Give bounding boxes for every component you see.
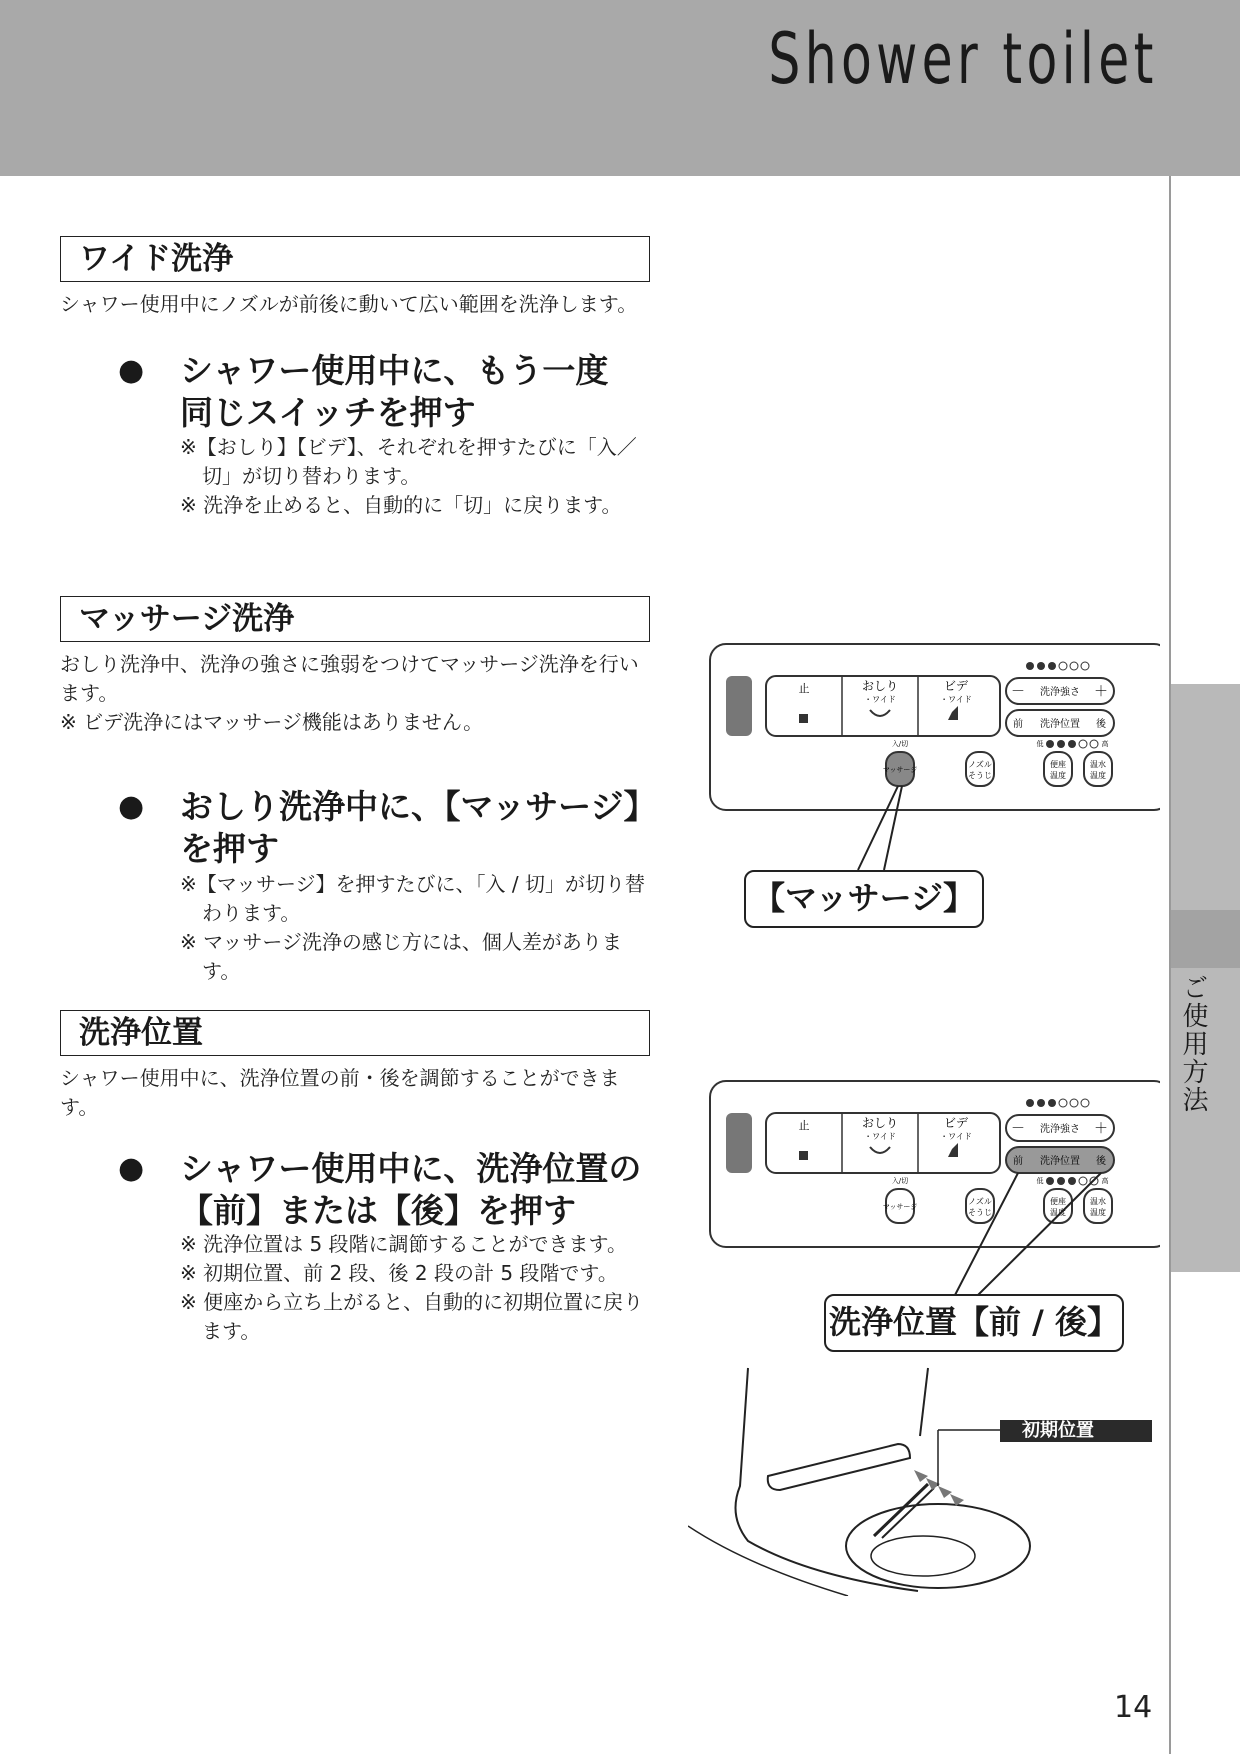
stop-button-label: 止: [798, 1119, 810, 1132]
note-item: ※ 初期位置、前 2 段、後 2 段の計 5 段階です。: [180, 1261, 618, 1285]
section-title-wide: ワイド洗浄: [60, 236, 650, 282]
section-desc-wide: シャワー使用中にノズルが前後に動いて広い範囲を洗浄します。: [60, 292, 638, 316]
step-wide: [118, 350, 678, 434]
water-label: 温度: [1090, 771, 1106, 780]
nozzle-label: そうじ: [968, 771, 992, 780]
bullet-icon: ●: [118, 1151, 145, 1186]
desc-text: おしり洗浄中、洗浄の強さに強弱をつけてマッサージ洗浄を行います。: [60, 652, 639, 705]
side-tab-upper: [1171, 684, 1240, 910]
nozzle-clean-button: [966, 1189, 994, 1223]
control-panel-massage: [700, 640, 1160, 880]
step-line: おしり洗浄中に、【マッサージ】: [180, 787, 657, 826]
page-number: 14: [1114, 1690, 1153, 1725]
stop-icon: [799, 714, 808, 723]
water-temp-button: [1084, 752, 1112, 786]
plus-button: ＋: [1094, 684, 1108, 700]
plus-button: ＋: [1094, 1121, 1108, 1137]
step-line: シャワー使用中に、洗浄位置の: [180, 1149, 642, 1188]
note-item: ※ 洗浄位置は 5 段階に調節することができます。: [180, 1232, 627, 1256]
back-button: 後: [1096, 1156, 1106, 1167]
note-item: ※ 洗浄を止めると、自動的に「切」に戻ります。: [180, 493, 622, 517]
callout-position: 洗浄位置【前 / 後】: [824, 1294, 1124, 1352]
nozzle-clean-button: [966, 752, 994, 786]
notes-wide: [180, 433, 660, 520]
note-item: ※【マッサージ】を押すたびに、「入 / 切」が切り替わります。: [180, 872, 646, 925]
side-tab-active: [1171, 910, 1240, 968]
notes-massage: [180, 870, 660, 986]
massage-button-label: マッサージ: [882, 766, 918, 774]
strength-label: 洗浄強さ: [1040, 1124, 1080, 1135]
nozzle-label: ノズル: [968, 1197, 992, 1206]
minus-button: －: [1011, 1121, 1025, 1137]
onoff-label: 入/切: [891, 1177, 909, 1185]
section-title-position: 洗浄位置: [60, 1010, 650, 1056]
wide-label: ・ワイド: [864, 695, 896, 704]
water-label: 温水: [1090, 1197, 1106, 1206]
high-label: 高: [1101, 1177, 1109, 1185]
note-item: ※ 便座から立ち上がると、自動的に初期位置に戻ります。: [180, 1290, 644, 1343]
onoff-label: 入/切: [891, 740, 909, 748]
minus-button: －: [1011, 684, 1025, 700]
desc-note: ※ ビデ洗浄にはマッサージ機能はありません。: [60, 710, 484, 734]
position-label: 洗浄位置: [1040, 719, 1080, 730]
strength-label: 洗浄強さ: [1040, 687, 1080, 698]
nozzle-label: ノズル: [968, 760, 992, 769]
oshiri-button-label: おしり: [861, 679, 899, 693]
bidet-button-label: ビデ: [943, 679, 969, 693]
note-item: ※ マッサージ洗浄の感じ方には、個人差があります。: [180, 930, 622, 983]
callout-massage: 【マッサージ】: [744, 870, 984, 928]
wide-label: ・ワイド: [940, 1132, 972, 1141]
note-item: ※【おしり】【ビデ】、それぞれを押すたびに「入／切」が切り替わります。: [180, 435, 637, 488]
step-line: を押す: [180, 829, 279, 868]
section-desc-position: シャワー使用中に、洗浄位置の前・後を調節することができます。: [60, 1066, 620, 1119]
notes-position: [180, 1230, 660, 1346]
side-section-label: ご使用方法: [1178, 974, 1208, 1114]
initial-position-label: 初期位置: [1000, 1420, 1152, 1442]
oshiri-button-label: おしり: [861, 1116, 899, 1130]
massage-button-label: マッサージ: [882, 1203, 918, 1211]
step-massage: [118, 786, 678, 870]
front-button: 前: [1013, 719, 1023, 730]
back-button: 後: [1096, 719, 1106, 730]
water-label: 温水: [1090, 760, 1106, 769]
step-line: 【前】または【後】を押す: [180, 1191, 576, 1230]
brand-title: Shower toilet: [768, 18, 1158, 100]
seat-label: 便座: [1050, 760, 1066, 769]
seat-label: 温度: [1050, 771, 1066, 780]
toilet-nozzle-illustration: [688, 1366, 1168, 1596]
control-panel-position: [700, 1077, 1160, 1297]
indicator-lamp: [726, 1113, 752, 1173]
bullet-icon: ●: [118, 353, 145, 388]
seat-label: 便座: [1050, 1197, 1066, 1206]
high-label: 高: [1101, 740, 1109, 748]
step-position: [118, 1148, 678, 1232]
low-label: 低: [1036, 740, 1044, 748]
step-line: シャワー使用中に、もう一度: [180, 351, 609, 390]
step-line: 同じスイッチを押す: [180, 393, 476, 432]
stop-button-label: 止: [798, 682, 810, 695]
stop-icon: [799, 1151, 808, 1160]
seat-label: 温度: [1050, 1208, 1066, 1217]
wide-label: ・ワイド: [940, 695, 972, 704]
nozzle-label: そうじ: [968, 1208, 992, 1217]
water-temp-button: [1084, 1189, 1112, 1223]
indicator-lamp: [726, 676, 752, 736]
section-title-massage: マッサージ洗浄: [60, 596, 650, 642]
low-label: 低: [1036, 1177, 1044, 1185]
page-header: [0, 0, 1240, 176]
water-label: 温度: [1090, 1208, 1106, 1217]
bullet-icon: ●: [118, 789, 145, 824]
front-button: 前: [1013, 1156, 1023, 1167]
bidet-button-label: ビデ: [943, 1116, 969, 1130]
wide-label: ・ワイド: [864, 1132, 896, 1141]
section-desc-massage: [60, 650, 650, 737]
position-label: 洗浄位置: [1040, 1156, 1080, 1167]
seat-temp-button: [1044, 752, 1072, 786]
